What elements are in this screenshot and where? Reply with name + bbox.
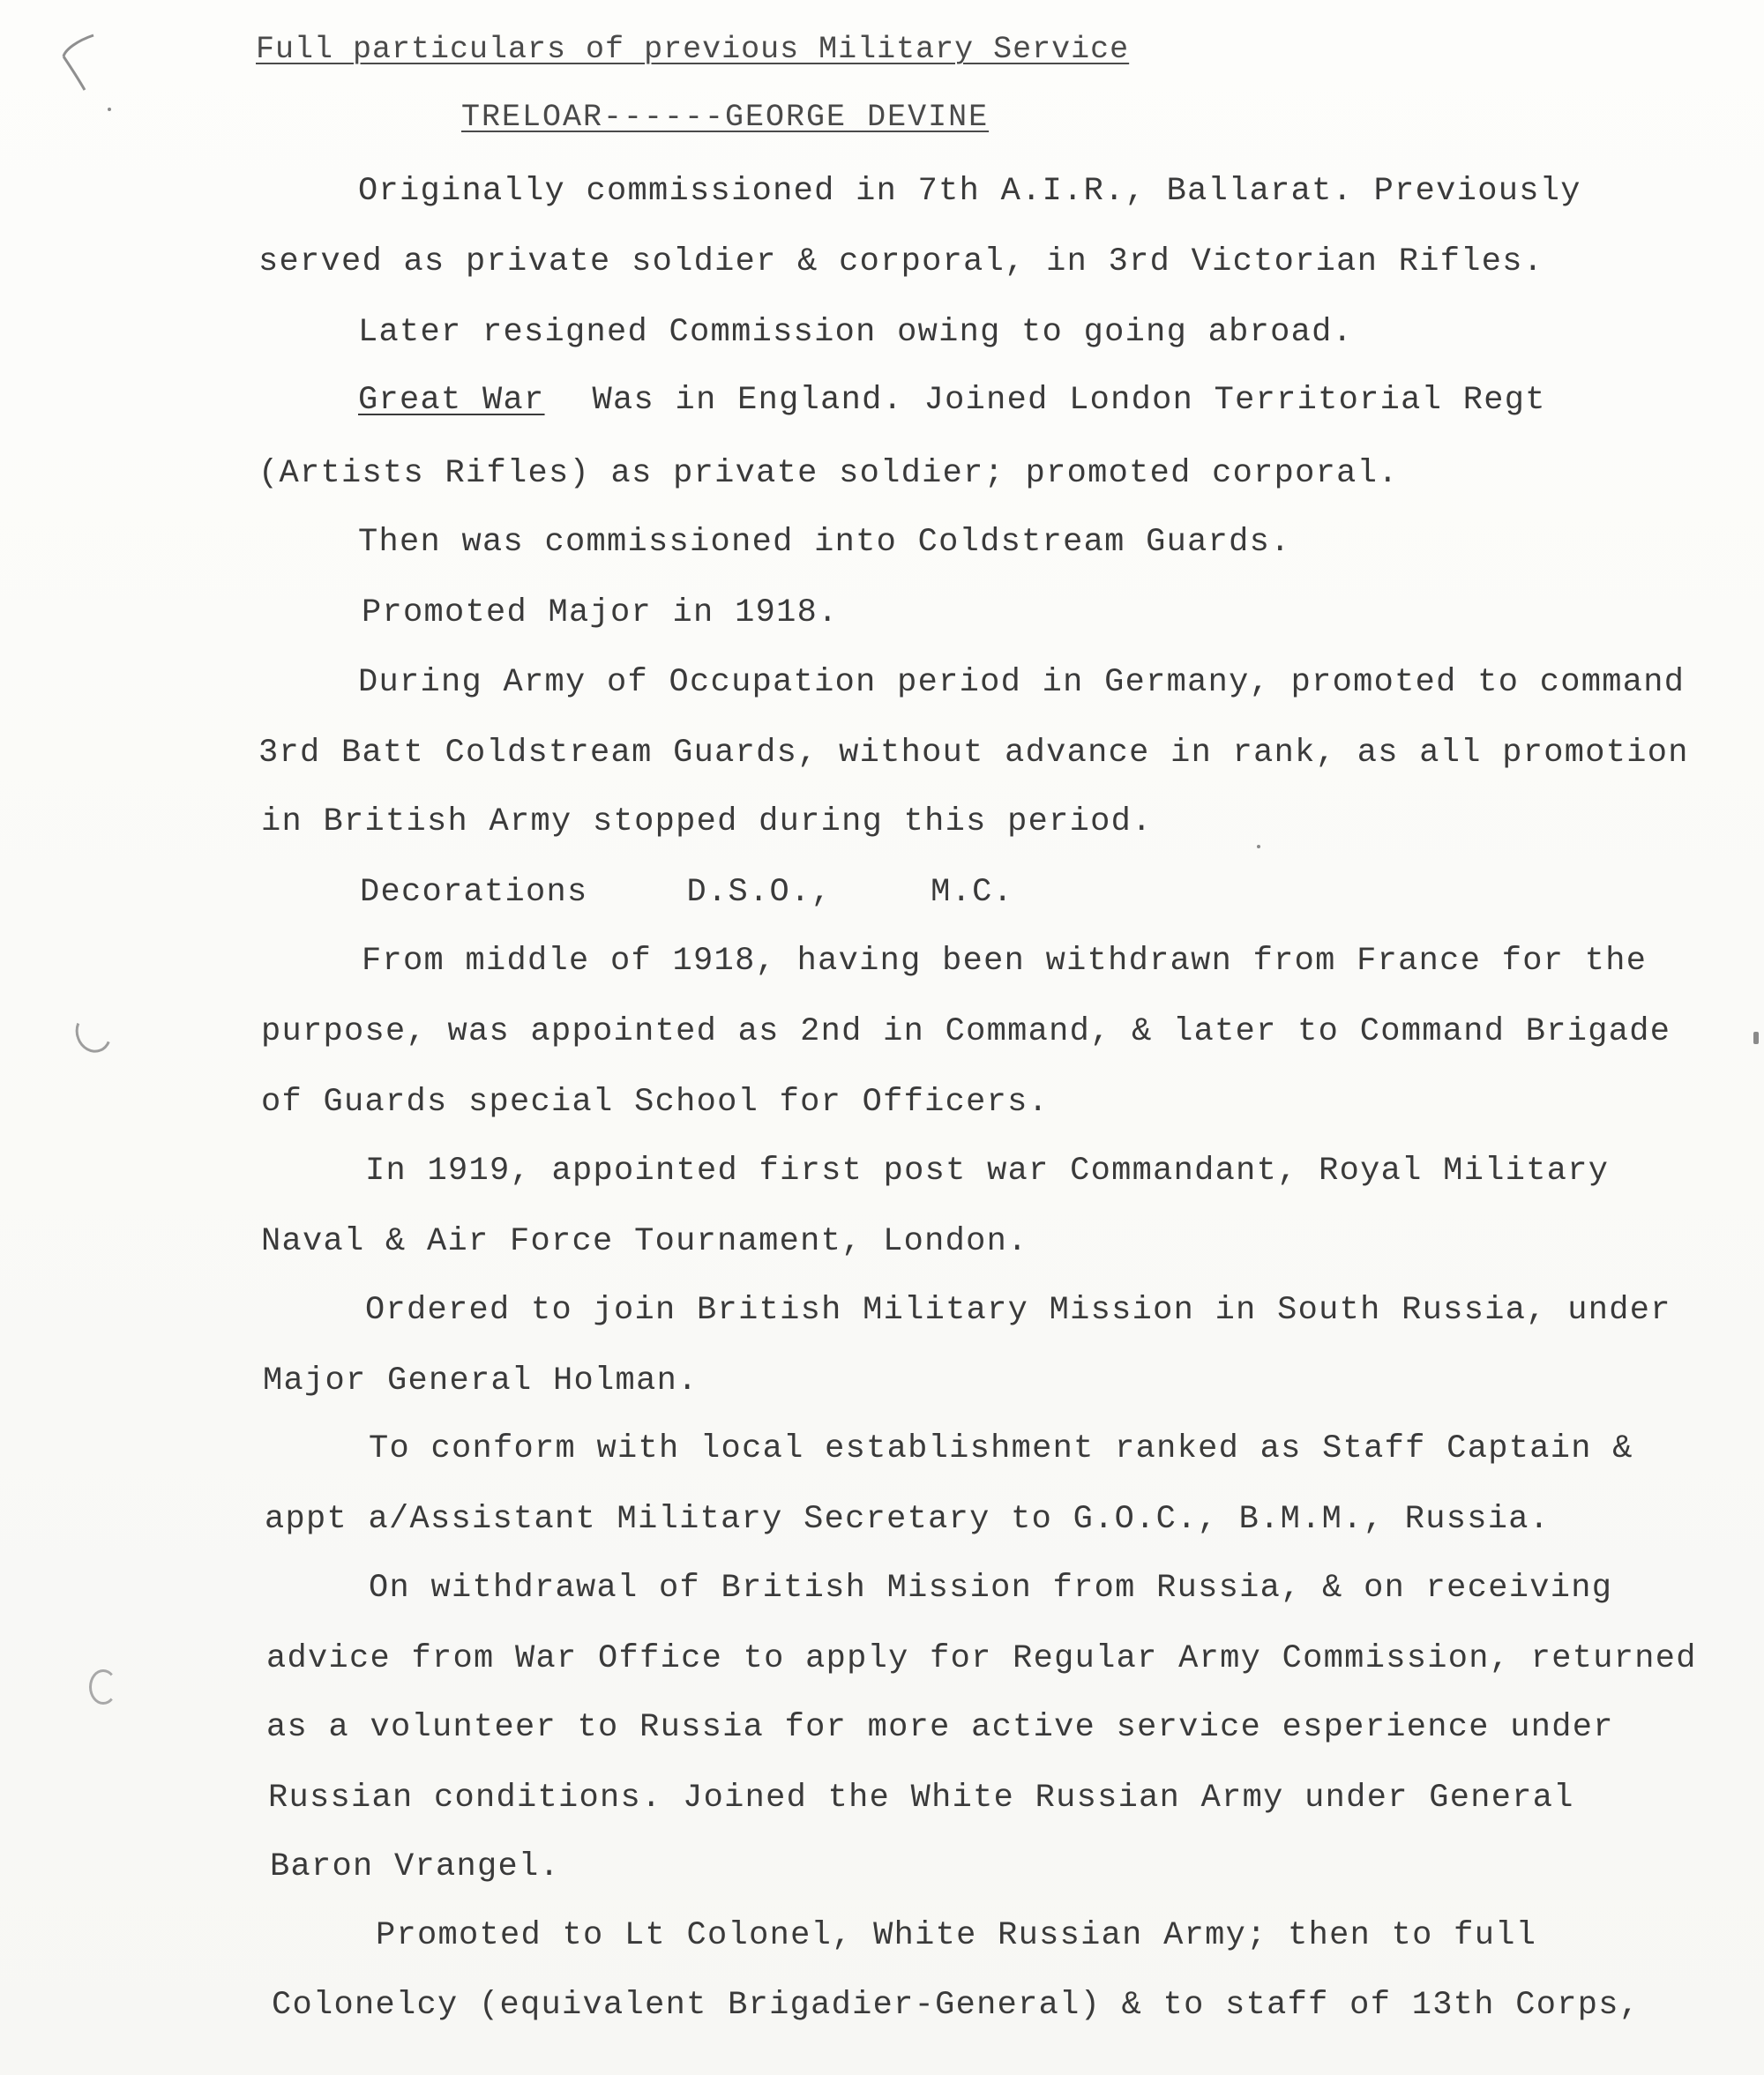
body-line: Naval & Air Force Tournament, London. <box>261 1223 1028 1260</box>
decoration-mc: M.C. <box>931 874 1014 911</box>
subject-name: TRELOAR------GEORGE DEVINE <box>461 100 990 135</box>
body-line: served as private soldier & corporal, in 3rd Victorian Rifles. <box>258 243 1544 280</box>
decoration-dso: D.S.O., <box>686 874 833 911</box>
body-line: Then was commissioned into Coldstream Guards. <box>358 524 1291 561</box>
document-title: Full particulars of previous Military Service <box>256 32 1130 67</box>
body-line: Later resigned Commission owing to going abroad. <box>358 314 1354 351</box>
body-line: Major General Holman. <box>263 1362 699 1400</box>
decorations-label: Decorations <box>360 874 588 911</box>
body-line: Russian conditions. Joined the White Russian Army under General <box>268 1780 1574 1817</box>
body-line: During Army of Occupation period in Germany, promoted to command <box>358 664 1686 701</box>
body-line: Promoted to Lt Colonel, White Russian Army; then to full <box>376 1917 1537 1954</box>
body-line-great-war <box>358 381 1546 420</box>
decorations-line <box>360 873 1013 912</box>
great-war-text: Was in England. Joined London Territorial Regt <box>592 382 1546 419</box>
body-line: Ordered to join British Military Mission in South Russia, under <box>365 1292 1671 1329</box>
body-line: as a volunteer to Russia for more active service esperience under <box>266 1709 1614 1746</box>
body-line: Colonelcy (equivalent Brigadier-General) & to staff of 13th Corps, <box>272 1987 1641 2024</box>
body-line: advice from War Office to apply for Regular Army Commission, returned <box>266 1640 1697 1677</box>
body-line: (Artists Rifles) as private soldier; promoted corporal. <box>258 455 1399 492</box>
body-line: purpose, was appointed as 2nd in Command, & later to Command Brigade <box>261 1013 1671 1050</box>
body-line: Originally commissioned in 7th A.I.R., Ballarat. Previously <box>358 173 1581 210</box>
body-line: of Guards special School for Officers. <box>261 1084 1050 1121</box>
body-line: in British Army stopped during this period. <box>261 803 1153 840</box>
body-line: In 1919, appointed first post war Commandant, Royal Military <box>365 1153 1610 1190</box>
body-line: Baron Vrangel. <box>270 1848 561 1885</box>
body-line: From middle of 1918, having been withdrawn from France for the <box>362 943 1648 980</box>
body-line: On withdrawal of British Mission from Russia, & on receiving <box>369 1570 1613 1607</box>
body-line: 3rd Batt Coldstream Guards, without advance in rank, as all promotion <box>258 735 1689 772</box>
great-war-label: Great War <box>358 382 545 419</box>
body-line: Promoted Major in 1918. <box>362 594 839 631</box>
body-line: To conform with local establishment ranked as Staff Captain & <box>369 1430 1633 1467</box>
body-line: appt a/Assistant Military Secretary to G.O.C., B.M.M., Russia. <box>265 1501 1551 1538</box>
